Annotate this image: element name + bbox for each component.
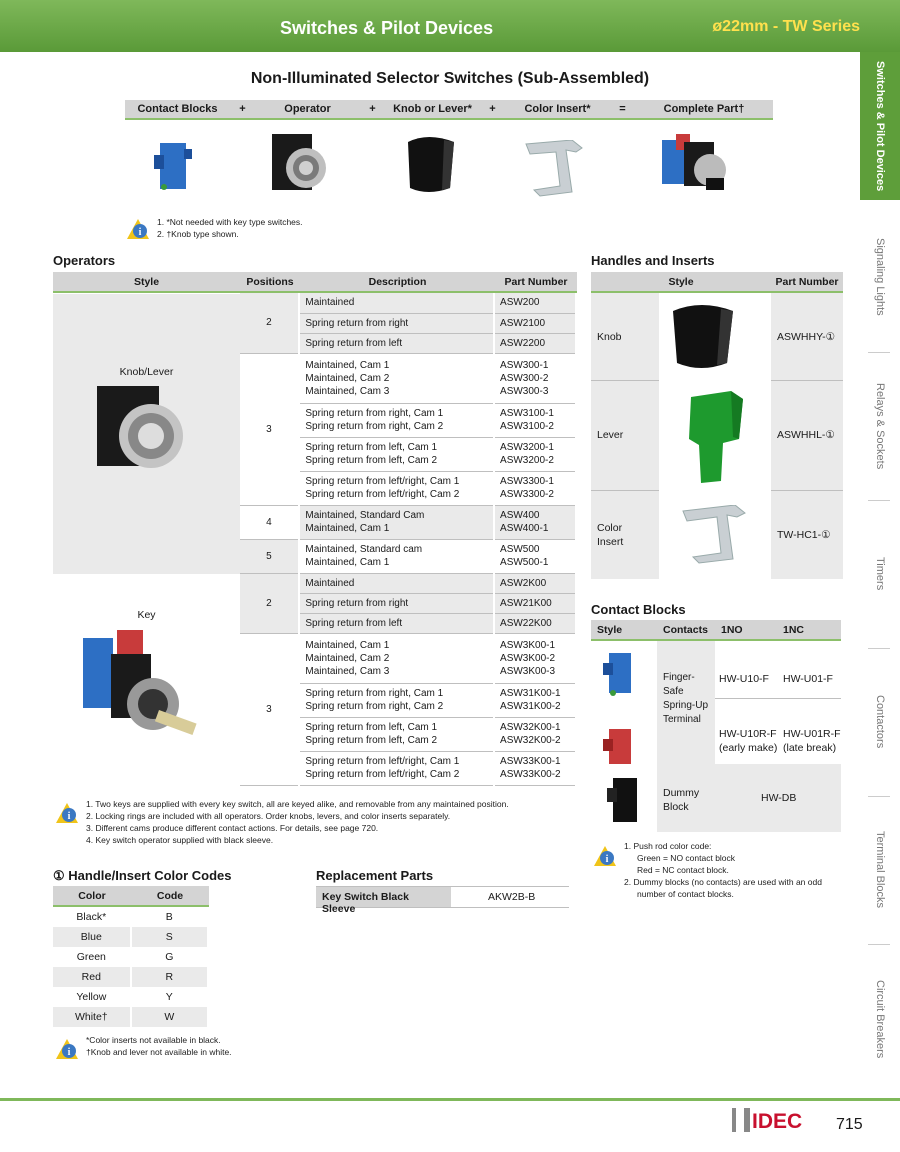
handles-title: Handles and Inserts <box>591 253 715 268</box>
tab-terminal-blocks[interactable]: Terminal Blocks <box>874 831 886 909</box>
info-icon <box>126 218 150 240</box>
color-codes-table: Color Code Black* B Blue S Green G Red R Yellow Y White† W <box>53 886 209 1027</box>
info-icon <box>593 845 617 867</box>
handles-table: Style Part Number Knob ASWHHY-① Lever ASWHHL-① Color Insert TW-HC1-① <box>591 272 843 579</box>
contacts-notes: 1. Push rod color code: Green = NO contact block Red = NC contact block. 2. Dummy blocks (no contacts) are used with an odd number of contact blocks. <box>624 841 822 899</box>
contact-block-blue-image <box>601 647 641 699</box>
svg-text:i: i <box>605 854 609 865</box>
color-insert-image <box>679 505 751 565</box>
description-cell: Spring return from left <box>299 613 494 633</box>
part-number-cell: ASW3100-1 ASW3100-2 <box>494 403 576 437</box>
header-bar <box>0 0 900 52</box>
idec-logo <box>732 1106 816 1134</box>
table-row: Blue S <box>53 927 208 947</box>
contacts-terminal-label: Finger-Safe Spring-Up Terminal <box>657 641 715 783</box>
key-operator-image <box>81 626 211 746</box>
replacement-row: Key Switch Black Sleeve AKW2B-B <box>316 886 569 908</box>
part-number-cell: ASW3K00-1 ASW3K00-2 ASW3K00-3 <box>494 633 576 683</box>
part-number-cell: ASW2200 <box>494 333 576 353</box>
positions-cell: 4 <box>240 505 300 539</box>
positions-cell: 3 <box>240 353 300 505</box>
operators-table: Style Positions Description Part Number 2 Maintained ASW200 Spring return from right ASW2100 Spring return from left ASW2200 3 Maintained, Cam 1 Maintained, Cam 2 Maintained, Cam 3 ASW300-1 ASW300-2 ASW300-3 Spring return from right, Cam 1 Spring return from right, Cam 2 ASW3100-1 ASW3100-2 Spring return from left, Cam 1 Spring return from left, Cam 2 ASW3200-1 ASW3200-2 Spring return from left/right, Cam 1 Spring return from left/right, Cam 2 ASW3300-1 ASW3300-2 4 Maintained, Standard Cam Maintained, Cam 1 ASW400 ASW400-1 5 Maintained, Standard cam Maintained, Cam 1 ASW500 ASW500-1 2 Maintained ASW2K00 Spring return from right ASW21K00 Spring return from left ASW22K00 3 Maintained, Cam 1 Maintained, Cam 2 Maintained, Cam 3 ASW3K00-1 ASW3K00-2 ASW3K00-3 Spring return from right, Cam 1 Spring return from right, Cam 2 ASW31K00-1 ASW31K00-2 Spring return from left, Cam 1 Spring return from left, Cam 2 ASW32K00-1 ASW32K00-2 Spring return from left/right, Cam 1 Spring return from left/right, Cam 2 ASW33K00-1 ASW33K00-2 <box>53 272 577 786</box>
svg-text:i: i <box>67 1047 71 1058</box>
description-cell: Spring return from left <box>299 333 494 353</box>
part-number-cell: ASW2K00 <box>494 573 576 593</box>
operators-notes: 1. Two keys are supplied with every key switch, all are keyed alike, and removable from any maintained position. 2. Locking rings are included with all operators. Order knobs, levers, and color inserts separately. 3. Different cams produce different contact actions. For details, see page 720. 4. Key switch operator supplied with black sleeve. <box>86 799 509 845</box>
knob-lever-operator-image <box>93 382 193 482</box>
part-number-cell: ASW33K00-1 ASW33K00-2 <box>494 751 576 785</box>
knob-image <box>398 132 460 198</box>
description-cell: Spring return from left/right, Cam 1 Spring return from left/right, Cam 2 <box>299 751 494 785</box>
header-series: ø22mm - TW Series <box>712 18 860 35</box>
top-notes: 1. *Not needed with key type switches. 2. †Knob type shown. <box>157 217 303 239</box>
svg-text:i: i <box>138 227 142 238</box>
contacts-table: Style Contacts 1NO 1NC Finger-Safe Spring-Up Terminal HW-U10-F HW-U01-F HW-U10R-F (early make) HW-U01R-F (late break) <box>591 620 841 813</box>
table-row: Yellow Y <box>53 987 208 1007</box>
part-number-cell: ASW2100 <box>494 313 576 333</box>
positions-cell: 3 <box>240 633 300 785</box>
part-number-cell: ASW21K00 <box>494 593 576 613</box>
page-title: Non-Illuminated Selector Switches (Sub-Assembled) <box>250 70 650 87</box>
description-cell: Maintained, Standard cam Maintained, Cam 1 <box>299 539 494 573</box>
info-icon <box>55 1038 79 1060</box>
part-number-cell: ASW400 ASW400-1 <box>494 505 576 539</box>
color-codes-title: ① Handle/Insert Color Codes <box>53 868 232 883</box>
assembly-flow-bar: Contact Blocks + Operator + Knob or Lever* + Color Insert* = Complete Part† <box>125 100 773 120</box>
footer-line <box>0 1098 900 1101</box>
header-title: Switches & Pilot Devices <box>280 18 494 38</box>
operator-image <box>268 130 328 198</box>
info-icon <box>55 802 79 824</box>
table-row: White† W <box>53 1007 208 1027</box>
tab-contactors[interactable]: Contactors <box>874 695 886 749</box>
positions-cell: 2 <box>240 293 300 353</box>
part-number-cell: ASW22K00 <box>494 613 576 633</box>
description-cell: Spring return from right <box>299 593 494 613</box>
dummy-block-row: Dummy Block HW-DB <box>591 764 841 832</box>
svg-text:IDEC: IDEC <box>752 1110 803 1133</box>
tab-circuit-breakers[interactable]: Circuit Breakers <box>874 979 886 1059</box>
section-sidebar <box>860 52 900 1100</box>
contact-block-image <box>150 135 200 195</box>
description-cell: Spring return from right, Cam 1 Spring return from right, Cam 2 <box>299 683 494 717</box>
complete-part-image <box>660 130 730 200</box>
description-cell: Spring return from right, Cam 1 Spring return from right, Cam 2 <box>299 403 494 437</box>
tab-relays[interactable]: Relays & Sockets <box>874 382 886 470</box>
handle-row-knob: Knob ASWHHY-① <box>591 293 843 381</box>
part-number-cell: ASW300-1 ASW300-2 ASW300-3 <box>494 353 576 403</box>
contacts-title: Contact Blocks <box>591 602 686 617</box>
svg-text:i: i <box>67 811 71 822</box>
tab-switches[interactable]: Switches & Pilot Devices <box>860 52 900 200</box>
part-number-cell: ASW32K00-1 ASW32K00-2 <box>494 717 576 751</box>
description-cell: Spring return from left, Cam 1 Spring return from left, Cam 2 <box>299 717 494 751</box>
knob-lever-style-cell: Knob/Lever <box>53 294 240 574</box>
part-number-cell: ASW31K00-1 ASW31K00-2 <box>494 683 576 717</box>
dummy-block-image <box>605 774 645 826</box>
description-cell: Maintained, Cam 1 Maintained, Cam 2 Maintained, Cam 3 <box>299 633 494 683</box>
description-cell: Spring return from left/right, Cam 1 Spring return from left/right, Cam 2 <box>299 471 494 505</box>
table-row: Red R <box>53 967 208 987</box>
part-number-cell: ASW3200-1 ASW3200-2 <box>494 437 576 471</box>
key-style-cell: Key <box>53 576 240 786</box>
handle-row-lever: Lever ASWHHL-① <box>591 381 843 491</box>
handle-row-color-insert: Color Insert TW-HC1-① <box>591 491 843 579</box>
description-cell: Maintained <box>299 573 494 593</box>
positions-cell: 2 <box>240 573 300 633</box>
tab-timers[interactable]: Timers <box>874 557 886 591</box>
replacement-title: Replacement Parts <box>316 868 434 883</box>
tab-signaling-lights[interactable]: Signaling Lights <box>874 238 886 316</box>
color-insert-image <box>522 140 586 200</box>
positions-cell: 5 <box>240 539 300 573</box>
lever-image <box>681 389 751 485</box>
description-cell: Spring return from right <box>299 313 494 333</box>
knob-image <box>667 301 743 373</box>
operators-title: Operators <box>53 253 116 268</box>
page-number: 715 <box>836 1116 863 1133</box>
part-number-cell: ASW500 ASW500-1 <box>494 539 576 573</box>
description-cell: Maintained, Cam 1 Maintained, Cam 2 Maintained, Cam 3 <box>299 353 494 403</box>
table-row: Black* B <box>53 907 208 927</box>
color-codes-notes: *Color inserts not available in black. †Knob and lever not available in white. <box>86 1035 232 1057</box>
table-row: Green G <box>53 947 208 967</box>
part-number-cell: ASW200 <box>494 293 576 313</box>
description-cell: Maintained, Standard Cam Maintained, Cam 1 <box>299 505 494 539</box>
description-cell: Maintained <box>299 293 494 313</box>
description-cell: Spring return from left, Cam 1 Spring return from left, Cam 2 <box>299 437 494 471</box>
part-number-cell: ASW3300-1 ASW3300-2 <box>494 471 576 505</box>
